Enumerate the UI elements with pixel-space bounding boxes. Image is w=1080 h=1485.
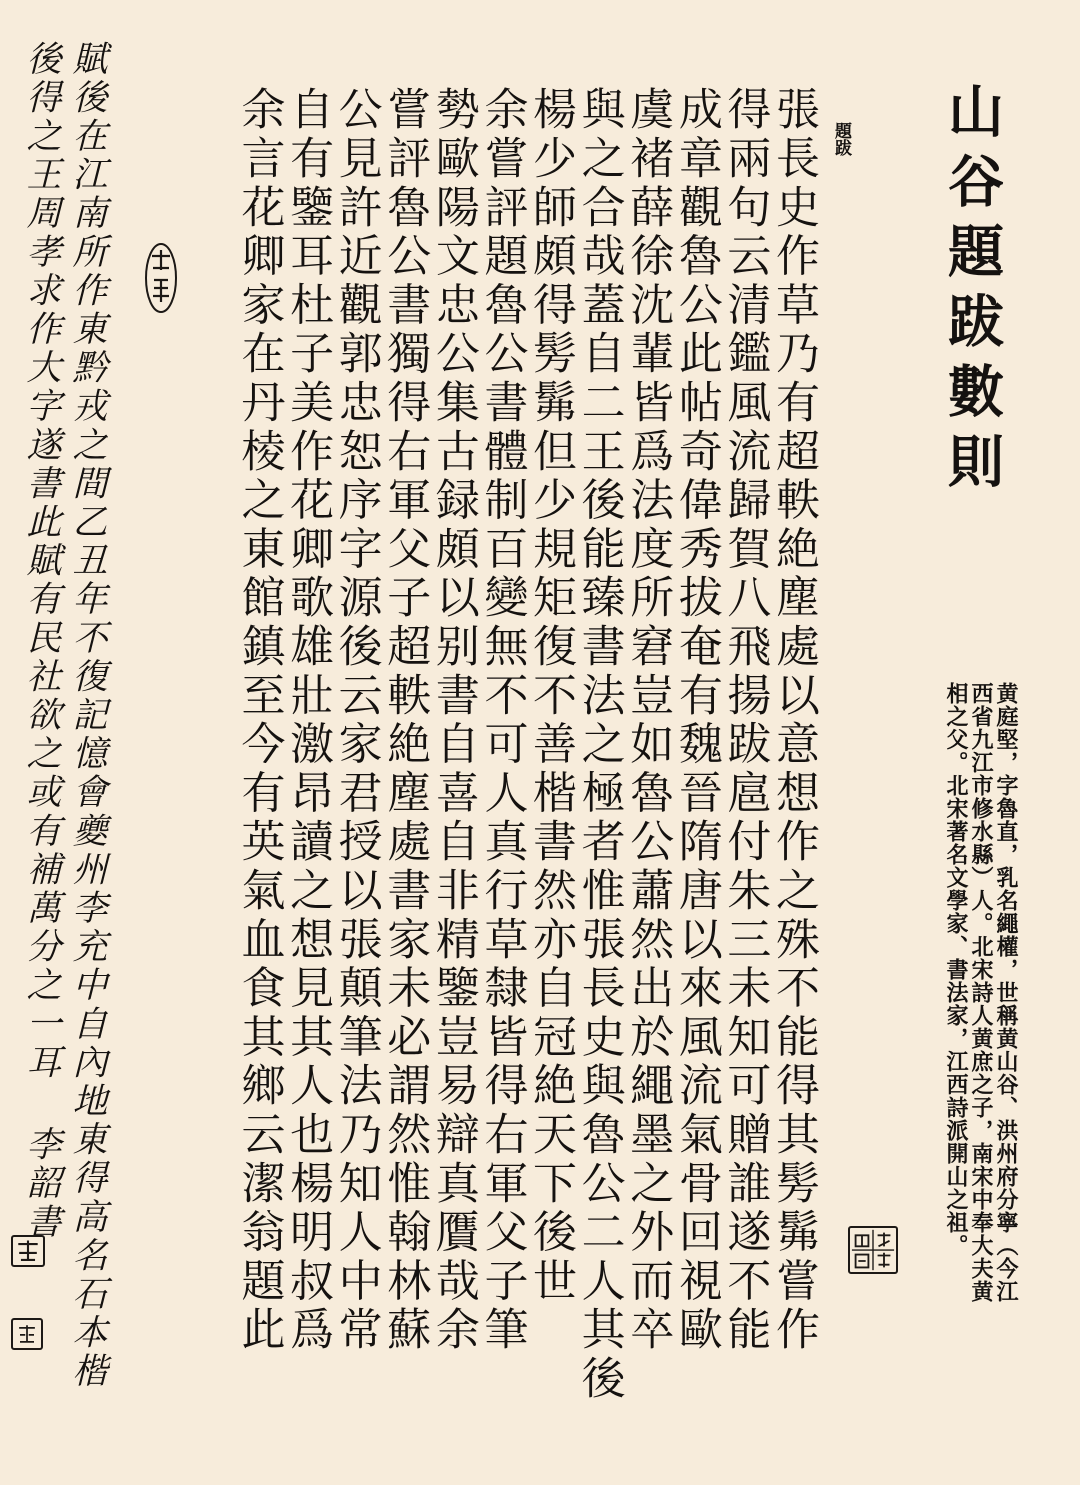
colophon-column: 後得之王周孝求作大字遂書此賦有民社欲之或有補萬分之一耳 李韶書	[21, 40, 61, 1242]
inscription-mark: 題跋	[831, 122, 851, 156]
calligraphy-column: 嘗評魯公書獨得右軍父子超軼絶塵處書家未必謂然惟翰林蘇	[379, 86, 431, 1355]
square-seal-icon	[11, 1318, 43, 1350]
page-title: 山谷題跋數則	[939, 82, 1004, 502]
biography-note	[918, 682, 1018, 1382]
bio-line: 西省九江市修水縣）人。北宋詩人黄庶之子，南宋中奉大夫黄	[968, 682, 994, 1303]
calligraphy-column: 楊少師頗得髣髴但少規矩復不善楷書然亦自冠絶天下後世	[525, 86, 577, 1306]
square-seal-icon	[11, 1235, 45, 1267]
calligraphy-column: 張長史作草乃有超軼絶塵處以意想作之殊不能得其髣髴嘗作	[768, 86, 819, 1355]
calligraphy-column: 公見許近觀郭忠恕序字源後云家君授以張顛筆法乃知人中常	[330, 86, 382, 1355]
bio-line: 黄庭堅，字魯直，乳名繩權，世稱黄山谷、洪州府分寧（今江	[993, 682, 1019, 1303]
calligraphy-column: 與之合哉蓋自二王後能臻書法之極者惟張長史與魯公二人其後	[573, 86, 625, 1404]
calligraphy-column: 余言花卿家在丹棱之東館鎮至今有英氣血食其鄉云潔翁題此	[233, 86, 285, 1355]
calligraphy-column: 自有鑒耳杜子美作花卿歌雄壯激昂讀之想見其人也楊明叔爲	[282, 86, 334, 1355]
calligraphy-column: 成章觀魯公此帖奇偉秀拔奄有魏晉隋唐以來風流氣骨回視歐	[670, 86, 722, 1355]
calligraphy-column: 虞褚薛徐沈輩皆爲法度所窘豈如魯公蕭然出於繩墨之外而卒	[622, 86, 674, 1355]
calligraphy-column: 余嘗評題魯公書體制百變無不可人真行草隸皆得右軍父子筆	[476, 86, 528, 1355]
colophon-column: 賦後在江南所作東黔戎之間乙丑年不復記憶會夔州李充中自內地東得高名石本楷	[67, 40, 107, 1391]
calligraphy-main-text	[232, 86, 817, 1406]
bio-line: 相之父。北宋著名文學家、書法家，江西詩派開山之祖。	[943, 682, 969, 1257]
round-seal-icon	[144, 240, 178, 316]
calligraphy-column: 勢歐陽文忠公集古録頗以别書自喜自非精鑒豈易辯真贋哉余	[427, 86, 479, 1355]
colophon-text	[0, 40, 110, 1410]
calligraphy-column: 得兩句云清鑑風流歸賀八飛揚跋扈付朱三未知可贈誰遂不能	[719, 86, 771, 1355]
square-seal-icon	[848, 1226, 898, 1274]
